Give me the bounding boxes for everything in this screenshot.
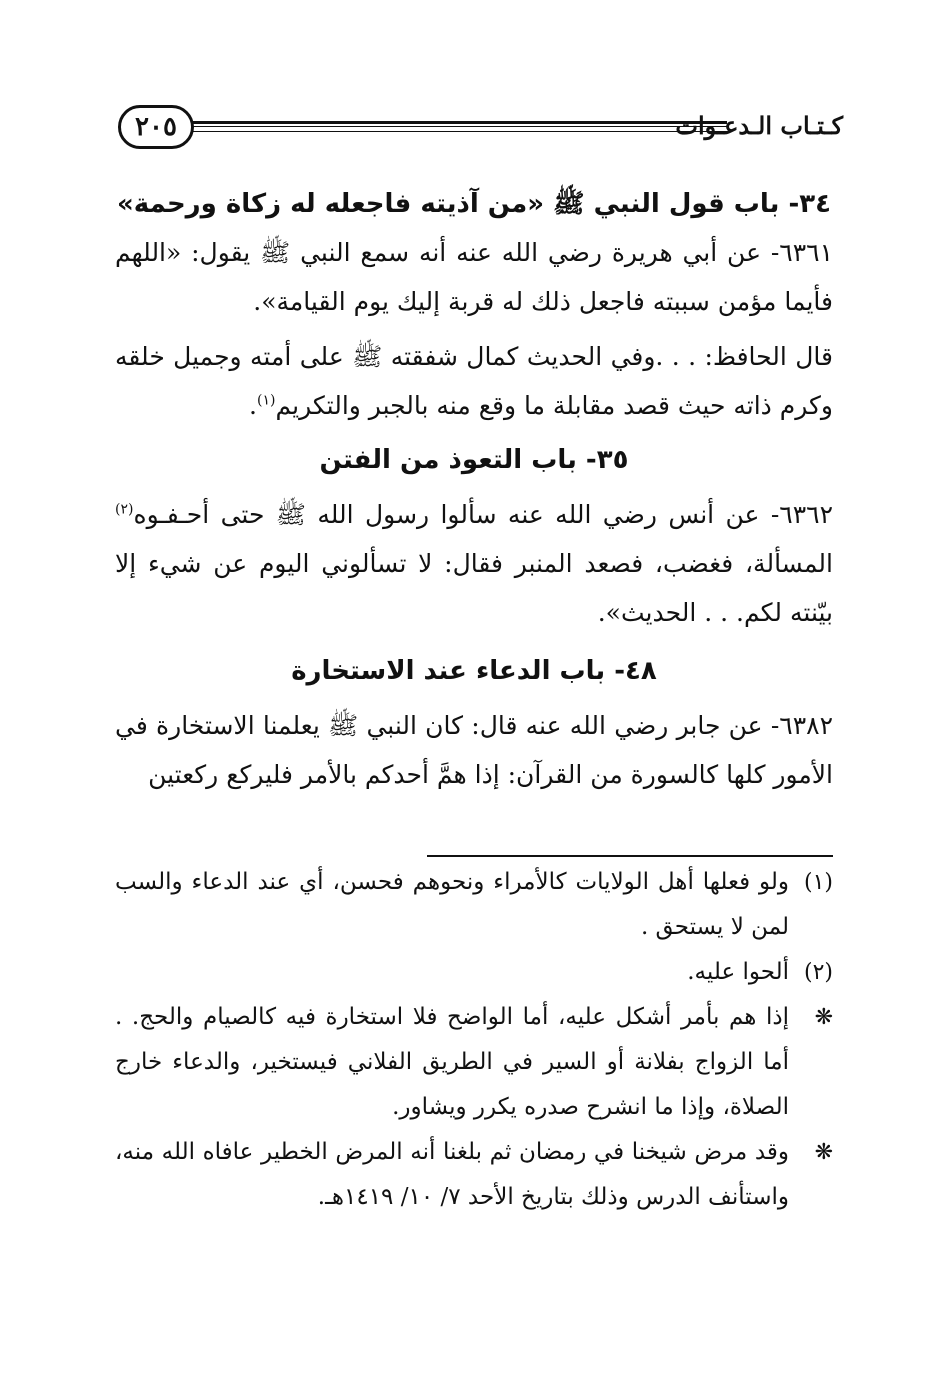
main-text <box>115 180 833 799</box>
header-rule <box>192 121 727 132</box>
hadith-6361: ٦٣٦١- عن أبي هريرة رضي الله عنه أنه سمع النبي ﷺ يقول: «اللهم فأيما مؤمن سببته فاجعل ذلك له قربة إليك يوم القيامة». <box>115 238 833 316</box>
footnotes <box>115 860 833 1220</box>
page-header <box>118 105 843 155</box>
commentary-end: . <box>249 391 257 420</box>
footnote-text: ألحوا عليه. <box>687 959 789 985</box>
section-title-35: ٣٥- باب التعوذ من الفتن <box>319 445 629 475</box>
footnote-ref-2: (٢) <box>115 501 134 518</box>
section-title-34: ٣٤- باب قول النبي ﷺ «من آذيته فاجعله له زكاة ورحمة» <box>116 189 832 219</box>
footnote-ref-1: (١) <box>257 392 276 409</box>
editor-note-1 <box>115 995 833 1130</box>
hadith-6362-end: المسألة، فغضب، فصعد المنبر فقال: لا تسألوني اليوم عن شيء إلا بيّنته لكم. . . الحديث». <box>115 549 833 627</box>
hadith-6382: ٦٣٨٢- عن جابر رضي الله عنه قال: كان النبي ﷺ يعلمنا الاستخارة في الأمور كلها كالسورة من القرآن: إذا همَّ أحدكم بالأمر فليركع ركعتين <box>115 711 833 789</box>
asterisk-icon: ❋ <box>814 1140 833 1165</box>
page-number: ٢٠٥ <box>118 105 194 149</box>
commentary-text: قال الحافظ: . . .وفي الحديث كمال شفقته ﷺ على أمته وجميل خلقه وكرم ذاته حيث قصد مقابلة ما وقع منه بالجبر والتكريم <box>115 342 833 420</box>
note-text: إذا هم بأمر أشكل عليه، أما الواضح فلا استخارة فيه كالصيام والحج. . أما الزواج بفلانة أو السير في الطريق الفلاني فيستخير، والدعاء خارج الصلاة، وإذا ما انشرح صدره يكرر ويشاور. <box>115 1004 789 1120</box>
running-head: كـتـاب الـدعـوات <box>675 111 843 140</box>
footnote-marker: (١) <box>803 870 833 895</box>
hadith-6362-start: ٦٣٦٢- عن أنس رضي الله عنه سألوا رسول الله ﷺ حتى أحـفـوه <box>133 500 833 529</box>
asterisk-icon: ❋ <box>814 1005 833 1030</box>
footnote-text: ولو فعلها أهل الولايات كالأمراء ونحوهم فحسن، أي عند الدعاء والسب لمن لا يستحق . <box>115 869 789 940</box>
footnote-2 <box>115 950 833 995</box>
footnote-1 <box>115 860 833 950</box>
note-text: وقد مرض شيخنا في رمضان ثم بلغنا أنه المرض الخطير عافاه الله منه، واستأنف الدرس وذلك بتاريخ الأحد ٧/ ١٠/ ١٤١٩هـ. <box>115 1139 789 1210</box>
commentary-hafiz <box>115 332 833 430</box>
footnote-marker: (٢) <box>803 960 833 985</box>
hadith-6362 <box>115 490 833 637</box>
footnote-separator <box>427 855 833 857</box>
editor-note-2 <box>115 1130 833 1220</box>
section-title-48: ٤٨- باب الدعاء عند الاستخارة <box>291 656 657 686</box>
